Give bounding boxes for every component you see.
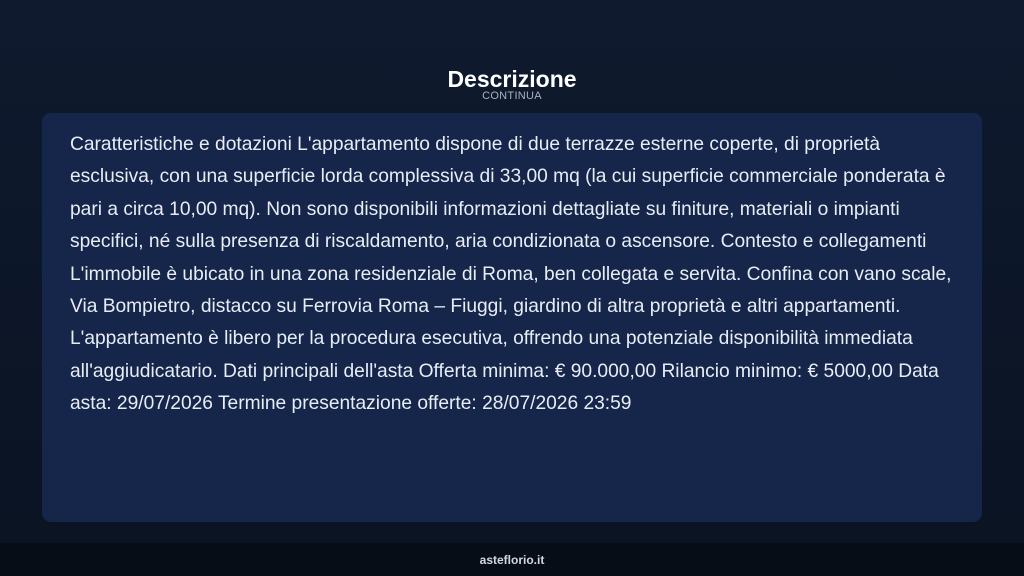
description-card	[42, 113, 982, 522]
description-text: Caratteristiche e dotazioni L'appartamento dispone di due terrazze esterne coperte, di proprietà esclusiva, con una superficie lorda complessiva di 33,00 mq (la cui superficie commerciale ponderata è pari a circa 10,00 mq). Non sono disponibili informazioni dettagliate su finiture, materiali o impianti specifici, né sulla presenza di riscaldamento, aria condizionata o ascensore. Contesto e collegamenti L'immobile è ubicato in una zona residenziale di Roma, ben collegata e servita. Confina con vano scale, Via Bompietro, distacco su Ferrovia Roma – Fiuggi, giardino di altra proprietà e altri appartamenti. L'appartamento è libero per la procedura esecutiva, offrendo una potenziale disponibilità immediata all'aggiudicatario. Dati principali dell'asta Offerta minima: € 90.000,00 Rilancio minimo: € 5000,00 Data asta: 29/07/2026 Termine presentazione offerte: 28/07/2026 23:59	[70, 134, 952, 415]
footer-bar	[0, 543, 1024, 576]
page-title: Descrizione	[447, 66, 577, 93]
footer-brand: asteflorio.it	[479, 552, 545, 567]
continua-link[interactable]: CONTINUA	[482, 90, 542, 102]
